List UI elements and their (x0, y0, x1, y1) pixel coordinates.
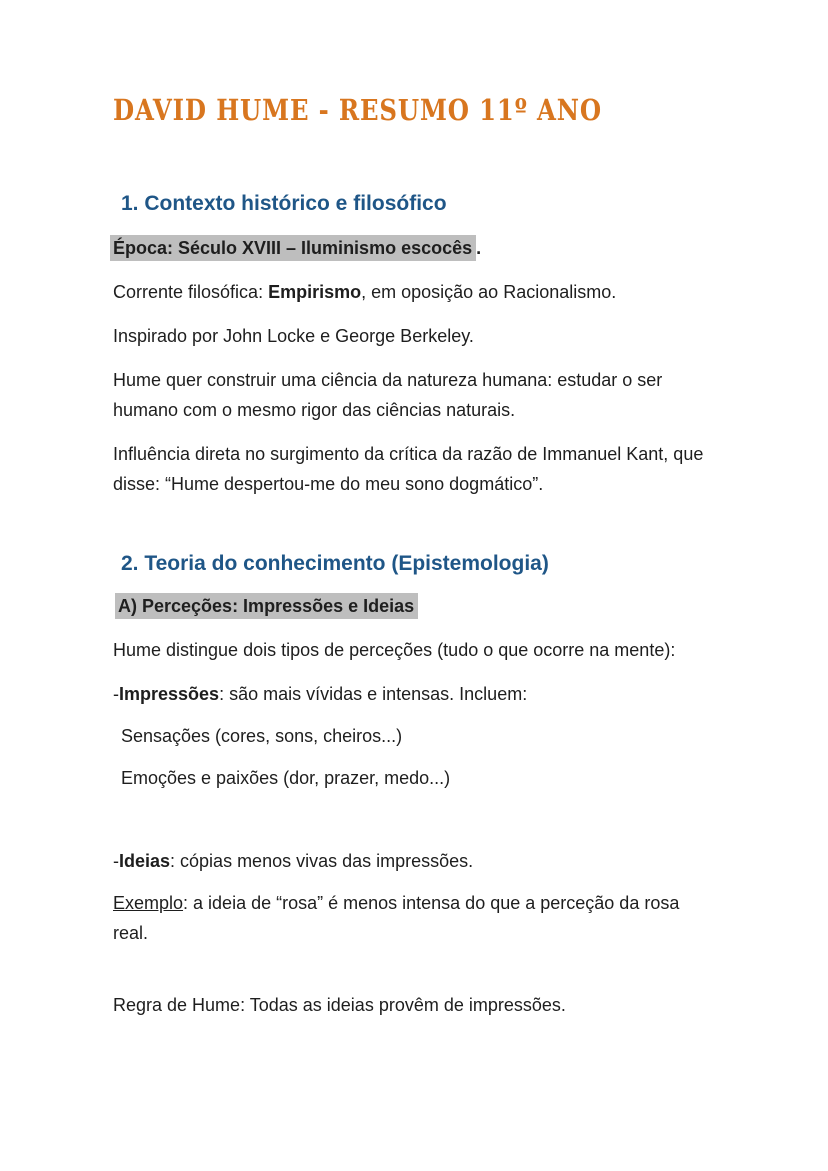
corrente-paragraph (113, 277, 720, 307)
inspirado-paragraph: Inspirado por John Locke e George Berkeley. (113, 326, 474, 346)
ciencia-paragraph (113, 365, 720, 425)
corrente-text-pre: Corrente filosófica: (113, 282, 269, 302)
ideias-paragraph (113, 846, 720, 876)
epoca-period: . (476, 238, 482, 258)
text-line: Influência direta no surgimento da crítica da razão de Immanuel Kant, que (113, 444, 704, 464)
ideias-bold-term: Ideias (119, 851, 171, 871)
text-line: Hume quer construir uma ciência da natureza humana: estudar o ser (113, 370, 663, 390)
ideias-dash: - (113, 851, 119, 871)
impressoes-paragraph (113, 679, 720, 709)
percecoes-subheading (113, 591, 720, 621)
impressoes-text-post: : são mais vívidas e intensas. Incluem: (219, 684, 528, 704)
regra-paragraph: Regra de Hume: Todas as ideias provêm de impressões. (113, 995, 566, 1015)
kant-paragraph (113, 439, 720, 499)
impressoes-bold-term: Impressões (119, 684, 220, 704)
text-line: disse: “Hume despertou-me do meu sono dogmático”. (113, 474, 544, 494)
text-line: real. (113, 923, 149, 943)
exemplo-paragraph (113, 888, 720, 948)
exemplo-text-rest: : a ideia de “rosa” é menos intensa do que a perceção da rosa (183, 893, 680, 913)
text-line: humano com o mesmo rigor das ciências naturais. (113, 400, 516, 420)
impressoes-dash: - (113, 684, 119, 704)
text-line (113, 888, 720, 918)
ideias-text-post: : cópias menos vivas das impressões. (170, 851, 474, 871)
corrente-text-post: , em oposição ao Racionalismo. (361, 282, 617, 302)
epoca-paragraph (113, 233, 720, 263)
sensacoes-item: Sensações (cores, sons, cheiros...) (121, 726, 403, 746)
percecoes-highlighted-text: A) Perceções: Impressões e Ideias (115, 593, 418, 619)
exemplo-underlined-word: Exemplo (113, 893, 184, 913)
epoca-highlighted-text: Época: Século XVIII – Iluminismo escocês (110, 235, 476, 261)
section-2-heading: 2. Teoria do conhecimento (Epistemologia) (121, 552, 549, 575)
corrente-bold-empirismo: Empirismo (268, 282, 362, 302)
distingue-paragraph: Hume distingue dois tipos de perceções (tudo o que ocorre na mente): (113, 640, 676, 660)
section-1-heading: 1. Contexto histórico e filosófico (121, 192, 447, 215)
document-title: DAVID HUME - RESUMO 11º ANO (113, 93, 602, 127)
emocoes-item: Emoções e paixões (dor, prazer, medo...) (121, 768, 451, 788)
